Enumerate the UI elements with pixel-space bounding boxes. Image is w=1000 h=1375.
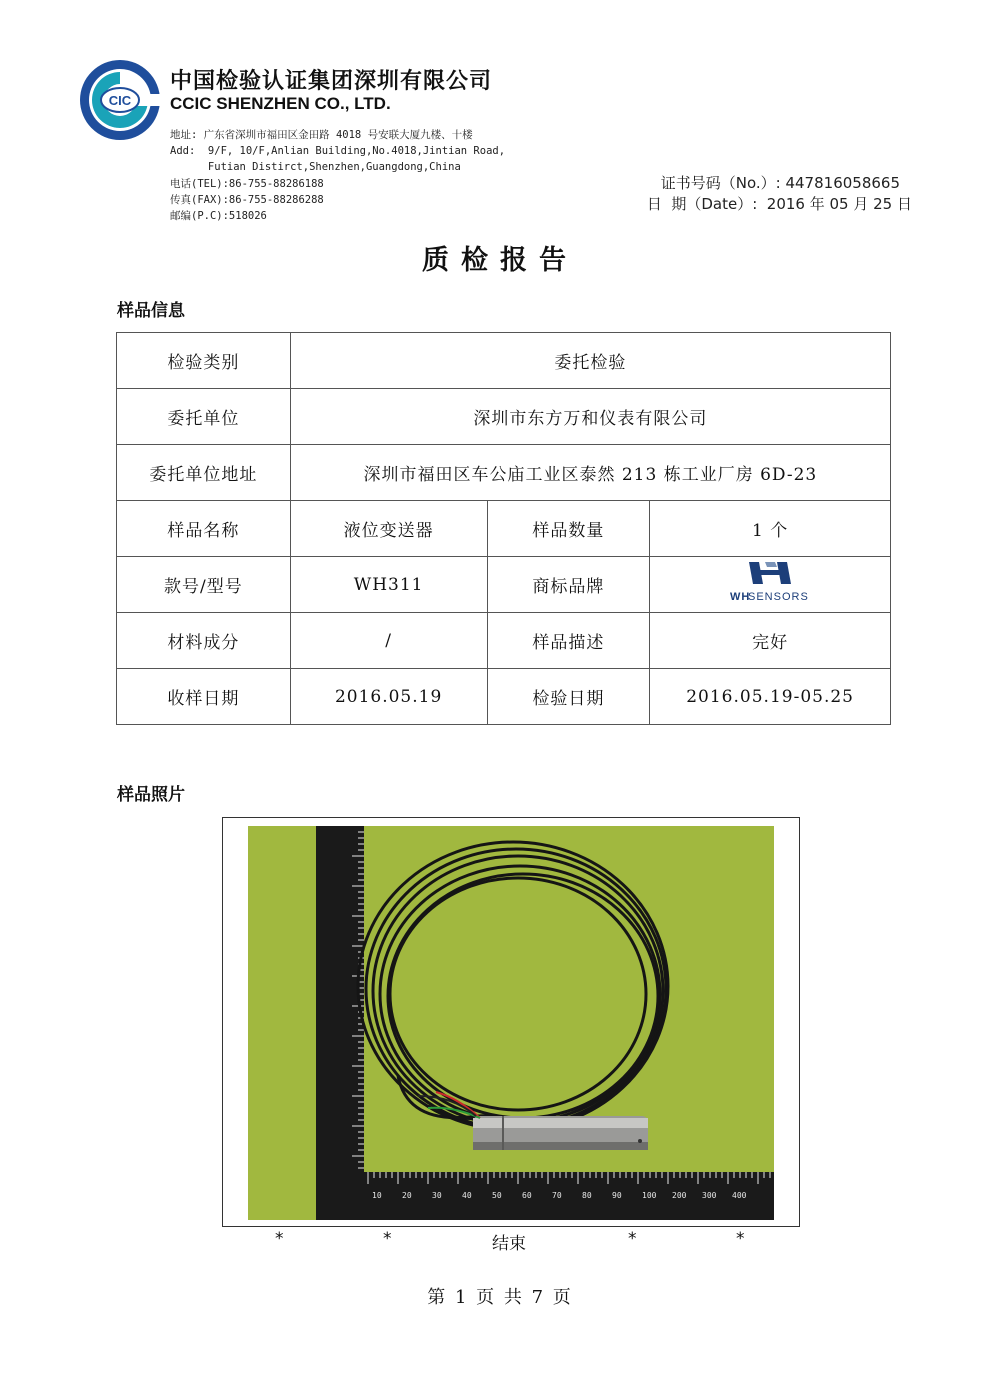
address-en-line1: Add: 9/F, 10/F,Anlian Building,No.4018,Jintian Road, [170,145,506,157]
table-row [117,557,891,613]
inspection-type-label: 检验类别 [117,333,291,389]
end-marker-1: * [275,1229,284,1249]
sample-photo-frame [222,817,800,1227]
material-label: 材料成分 [117,613,291,669]
table-row [117,613,891,669]
ruler-label: 80 [582,1191,592,1200]
ruler-label: 400 [732,1191,747,1200]
report-title: 质检报告 [422,245,578,276]
ruler-label: 40 [462,1191,472,1200]
sample-name-value: 液位变送器 [290,501,487,557]
ruler-label: 50 [492,1191,502,1200]
model-value: WH311 [290,557,487,613]
brand-logo-cell [650,557,891,613]
end-marker-2: * [383,1229,392,1249]
client-value: 深圳市东方万和仪表有限公司 [290,389,890,445]
sample-qty-value: 1 个 [650,501,891,557]
sample-qty-label: 样品数量 [487,501,650,557]
address-en-line2: Futian Distirct,Shenzhen,Guangdong,China [170,161,461,173]
wh-sensors-logo [725,560,815,604]
vertical-ruler [316,826,364,1220]
address-cn: 地址: 广东省深圳市福田区金田路 4018 号安联大厦九楼、十楼 [170,129,473,141]
end-marker-3: * [628,1229,637,1249]
postcode: 邮编(P.C):518026 [170,210,267,222]
client-address-label: 委托单位地址 [117,445,291,501]
logo-text: CIC [108,93,132,108]
ruler-label: 300 [702,1191,717,1200]
sample-photo [248,826,774,1220]
ccic-logo [78,58,162,142]
ruler-label: 70 [552,1191,562,1200]
table-row [117,389,891,445]
client-address-value: 深圳市福田区车公庙工业区泰然 213 栋工业厂房 6D-23 [290,445,890,501]
receive-date-label: 收样日期 [117,669,291,725]
sample-info-table [116,332,891,725]
inspection-type-value: 委托检验 [290,333,890,389]
certificate-date: 日 期（Date）: 2016 年 05 月 25 日 [646,195,912,213]
ruler-label: 60 [522,1191,532,1200]
table-row [117,669,891,725]
level-transmitter-sensor [473,1116,648,1150]
tel: 电话(TEL):86-755-88286188 [170,178,324,190]
test-date-label: 检验日期 [487,669,650,725]
section-sample-photo: 样品照片 [117,785,185,805]
ruler-label: 100 [642,1191,657,1200]
brand-text-sensors: SENSORS [748,591,809,603]
material-value: / [290,613,487,669]
brand-text-wh: WH [730,591,751,603]
receive-date-value: 2016.05.19 [290,669,487,725]
ruler-label: 90 [612,1191,622,1200]
sample-name-label: 样品名称 [117,501,291,557]
company-name-cn: 中国检验认证集团深圳有限公司 [170,69,493,94]
certificate-number: 证书号码（No.）: 447816058665 [660,174,900,192]
brand-label: 商标品牌 [487,557,650,613]
table-row [117,501,891,557]
ruler-label: 10 [372,1191,382,1200]
ruler-label: 200 [672,1191,687,1200]
sample-desc-label: 样品描述 [487,613,650,669]
sample-desc-value: 完好 [650,613,891,669]
ruler-label: 20 [402,1191,412,1200]
section-sample-info: 样品信息 [117,301,185,321]
table-row [117,445,891,501]
model-label: 款号/型号 [117,557,291,613]
company-name-en: CCIC SHENZHEN CO., LTD. [170,94,391,113]
page-footer: 第 1 页 共 7 页 [427,1287,573,1308]
table-row [117,333,891,389]
client-label: 委托单位 [117,389,291,445]
end-marker-4: * [736,1229,745,1249]
fax: 传真(FAX):86-755-88286288 [170,194,324,206]
end-text: 结束 [492,1234,526,1254]
test-date-value: 2016.05.19-05.25 [650,669,891,725]
ruler-label: 30 [432,1191,442,1200]
